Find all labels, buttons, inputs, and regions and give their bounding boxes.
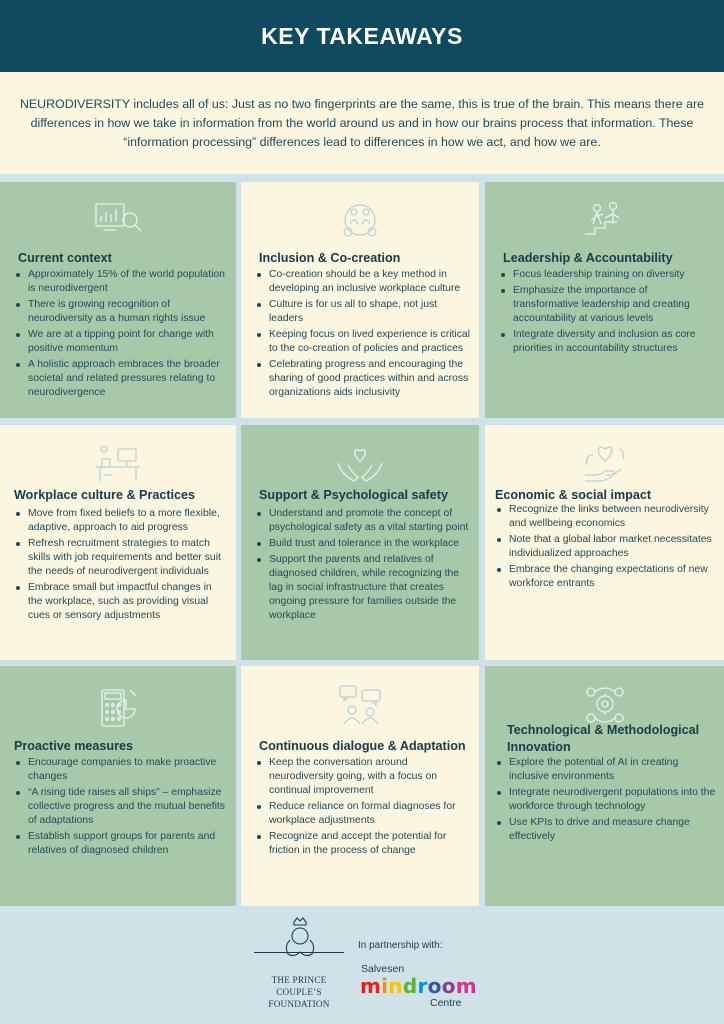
list-item: Use KPIs to drive and measure change effectively (493, 816, 716, 844)
list-item: Establish support groups for parents and relatives of diagnosed children (12, 830, 228, 858)
card-title: Support & Psychological safety (259, 488, 448, 502)
card-list (253, 268, 471, 402)
list-item: Integrate neurodivergent populations into the workforce through technology (493, 786, 716, 814)
list-item: Move from fixed beliefs to a more flexible, adaptive, approach to aid progress (12, 507, 228, 535)
heart-hand-icon (485, 441, 724, 485)
mindroom-letter: i (381, 974, 389, 998)
mindroom-logo (360, 975, 477, 997)
dialogue-icon (241, 682, 479, 726)
card-proactive (0, 666, 236, 906)
mindroom-letter: d (402, 974, 418, 998)
card-title: Proactive measures (14, 739, 134, 753)
list-item: Integrate diversity and inclusion as core priorities in accountability structures (497, 328, 716, 356)
card-innovation (485, 666, 724, 906)
card-title: Continuous dialogue & Adaptation (259, 739, 466, 753)
card-list (493, 756, 716, 846)
list-item: Note that a global labor market necessitates individualized approaches (493, 533, 716, 561)
intro-panel (0, 72, 724, 174)
card-list (253, 507, 471, 625)
list-item: “A rising tide raises all ships” – emphasize collective progress and the mutual benefits of adaptations (12, 786, 228, 828)
list-item: Support the parents and relatives of diagnosed children, while recognizing the lag in social infrastructure that creates ongoing pressure for families outside the workplace (253, 553, 471, 623)
list-item: There is growing recognition of neurodiversity as a human rights issue (12, 298, 228, 326)
list-item: Explore the potential of AI in creating inclusive environments (493, 756, 716, 784)
intro-text: NEURODIVERSITY includes all of us: Just as no two fingerprints are the same, this is true of the brain. This means there are differences in how we take in information from the world around us and in how our brains process that information. These “information processing” differences lead to differences in how we act, and how we are. (19, 96, 705, 149)
mindroom-letter: o (427, 974, 442, 998)
foundation-divider (254, 952, 344, 953)
inclusion-icon (241, 198, 479, 242)
mindroom-letter: n (388, 974, 403, 998)
list-item: We are at a tipping point for change with positive momentum (12, 328, 228, 356)
foundation-name: THE PRINCE COUPLE’S FOUNDATION (268, 975, 330, 1009)
prince-couples-foundation-logo (254, 916, 344, 1016)
card-dialogue (241, 666, 479, 906)
card-title: Economic & social impact (495, 488, 652, 502)
list-item: Recognize the links between neurodiversity and wellbeing economics (493, 503, 716, 531)
list-item: Build trust and tolerance in the workplace (253, 537, 471, 551)
card-title: Leadership & Accountability (503, 251, 673, 265)
list-item: Understand and promote the concept of psychological safety as a vital starting point (253, 507, 471, 535)
leadership-icon (485, 198, 724, 242)
centre-label: Centre (430, 997, 462, 1009)
card-support (241, 425, 479, 660)
card-inclusion (241, 182, 479, 418)
mindroom-letter: o (441, 974, 456, 998)
card-leadership (485, 182, 724, 418)
list-item: Embrace small but impactful changes in the workplace, such as providing visual cues or sensory adjustments (12, 581, 228, 623)
card-list (493, 503, 716, 593)
card-list (12, 268, 228, 402)
list-item: Reduce reliance on formal diagnoses for workplace adjustments (253, 800, 471, 828)
card-list (12, 756, 228, 860)
mindroom-letter: m (455, 974, 477, 998)
partnership-label: In partnership with: (358, 940, 443, 951)
list-item: Recognize and accept the potential for friction in the process of change (253, 830, 471, 858)
list-item: Celebrating progress and encouraging the sharing of good practices within and across organizations aids inclusivity (253, 358, 471, 400)
salvesen-label: Salvesen (361, 963, 405, 975)
mindroom-letter: m (360, 974, 382, 998)
card-list (497, 268, 716, 358)
list-item: Focus leadership training on diversity (497, 268, 716, 282)
list-item: Refresh recruitment strategies to match skills with job requirements and better suit the needs of neurodivergent individuals (12, 537, 228, 579)
gears-icon (485, 682, 724, 726)
list-item: A holistic approach embraces the broader societal and related pressures relating to neurodivergence (12, 358, 228, 400)
mindroom-letter: r (417, 974, 428, 998)
card-title: Inclusion & Co-creation (259, 251, 401, 265)
list-item: Encourage companies to make proactive changes (12, 756, 228, 784)
list-item: Culture is for us all to shape, not just leaders (253, 298, 471, 326)
card-list (12, 507, 228, 625)
list-item: Approximately 15% of the world population is neurodivergent (12, 268, 228, 296)
list-item: Co-creation should be a key method in developing an inclusive workplace culture (253, 268, 471, 296)
card-title: Technological & Methodological Innovation (507, 723, 700, 754)
card-economic (485, 425, 724, 660)
list-item: Embrace the changing expectations of new workforce entrants (493, 563, 716, 591)
workplace-desk-icon (0, 441, 236, 485)
card-list (253, 756, 471, 860)
analytics-icon (0, 198, 236, 242)
card-current-context (0, 182, 236, 418)
foundation-emblem-icon (272, 916, 328, 966)
card-workplace (0, 425, 236, 660)
list-item: Keep the conversation around neurodiversity going, with a focus on continual improvement (253, 756, 471, 798)
card-title: Workplace culture & Practices (14, 488, 196, 502)
header-banner (0, 0, 724, 72)
calculator-chart-icon (0, 686, 236, 730)
page-title: KEY TAKEAWAYS (261, 22, 463, 49)
card-title: Current context (18, 251, 112, 265)
heart-hands-icon (241, 441, 479, 485)
list-item: Emphasize the importance of transformative leadership and creating accountability at various levels (497, 284, 716, 326)
list-item: Keeping focus on lived experience is critical to the co-creation of policies and practices (253, 328, 471, 356)
